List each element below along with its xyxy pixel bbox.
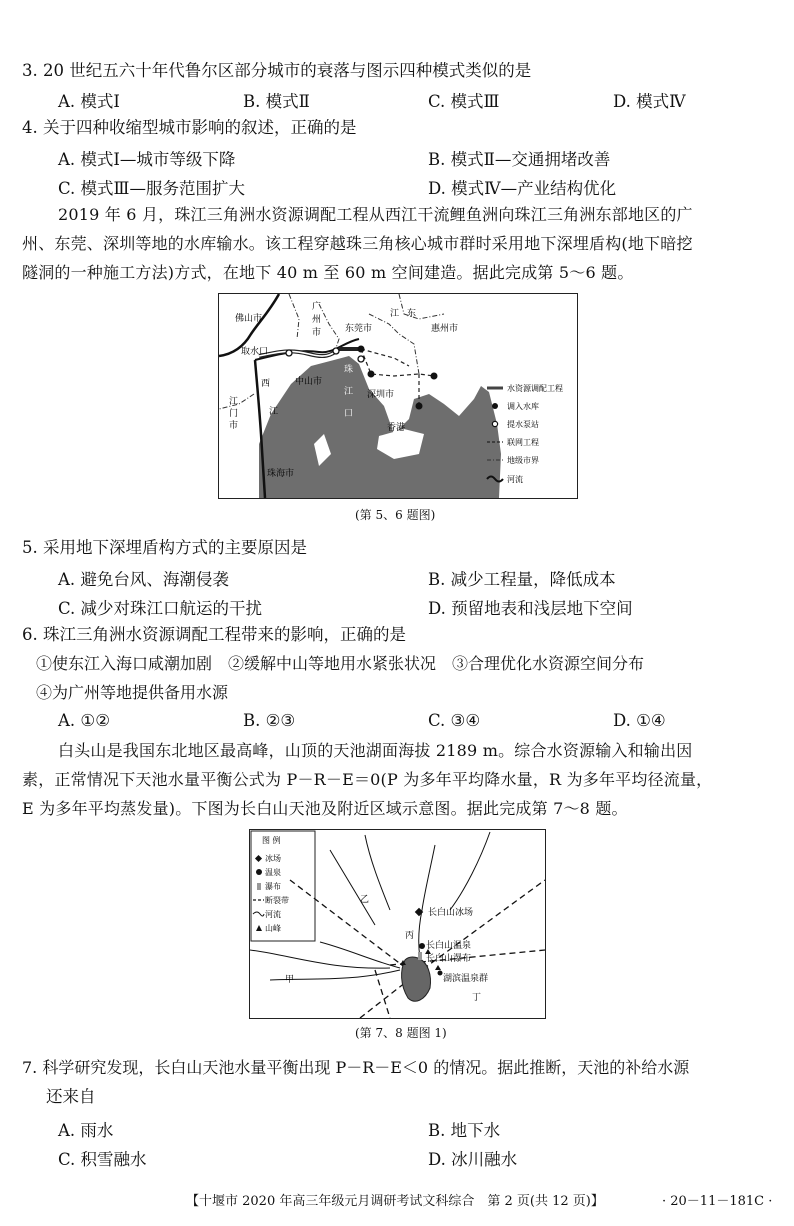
label-jia: 甲 (285, 975, 295, 985)
q7-option-c[interactable]: C. 积雪融水 (58, 1150, 147, 1169)
pearl-river-map (218, 293, 578, 499)
q4-option-b[interactable]: B. 模式Ⅱ—交通拥堵改善 (428, 150, 611, 169)
label-yi: 乙 (360, 895, 370, 905)
label-lakeside-hotsprings: 湖滨温泉群 (443, 974, 489, 984)
label-icefield: 长白山冰场 (428, 908, 474, 918)
label-zhongshan: 中山市 (295, 377, 323, 387)
legend-boundary-label: 地级市界 (507, 456, 539, 465)
changbaishan-map-svg (250, 830, 545, 1018)
legend-hotspring-label: 温泉 (265, 868, 281, 877)
q5-stem: 5. 采用地下深埋盾构方式的主要原因是 (22, 538, 307, 557)
reservoir-3 (431, 373, 438, 380)
q7-stem-1: 7. 科学研究发现，长白山天池水量平衡出现 P－R－E＜0 的情况。据此推断，天池的补给水源 (22, 1058, 690, 1077)
reservoir-4 (416, 403, 423, 410)
pump-station-1 (286, 350, 292, 356)
legend-pump-symbol (492, 421, 497, 426)
legend-reservoir-symbol (492, 403, 498, 409)
lakeside-hotspring-marker (438, 971, 443, 976)
q6-option-d[interactable]: D. ①④ (613, 711, 666, 730)
label-jiangmen-2: 门 (229, 409, 239, 419)
q5-option-c[interactable]: C. 减少对珠江口航运的干扰 (58, 599, 263, 618)
q7-stem-2: 还来自 (46, 1087, 96, 1106)
label-foshan: 佛山市 (235, 314, 263, 324)
q6-option-c[interactable]: C. ③④ (428, 711, 481, 730)
pump-station-3 (358, 356, 364, 362)
label-waterfall: 长白山瀑布 (426, 954, 472, 964)
reservoir-2 (368, 371, 375, 378)
q7-option-a[interactable]: A. 雨水 (58, 1121, 114, 1140)
label-zhujiangkou-2: 江 (344, 387, 354, 397)
q6-items-2: ④为广州等地提供备用水源 (36, 683, 229, 702)
footer-exam-info: 【十堰市 2020 年高三年级元月调研考试文科综合 第 2 页(共 12 页)】 (186, 1194, 604, 1209)
label-jiang: 江 (390, 309, 400, 319)
q4-option-c[interactable]: C. 模式Ⅲ—服务范围扩大 (58, 179, 245, 198)
legend-fault-label: 断裂带 (265, 896, 289, 905)
label-zhujiangkou-1: 珠 (344, 365, 354, 375)
label-guangzhou-3: 市 (312, 328, 322, 338)
passage1-line-3: 隧洞的一种施工方法)方式，在地下 40 m 至 60 m 空间建造。据此完成第 5～6 题。 (22, 263, 634, 282)
legend-reservoir-label: 调入水库 (507, 402, 539, 411)
q7-option-b[interactable]: B. 地下水 (428, 1121, 501, 1140)
label-xianggang: 香港 (387, 423, 406, 433)
q3-stem: 3. 20 世纪五六十年代鲁尔区部分城市的衰落与图示四种模式类似的是 (22, 61, 532, 80)
footer-code: · 20－11－181C · (662, 1194, 773, 1209)
map2-caption: (第 7、8 题图 1) (355, 1026, 447, 1040)
q7-option-d[interactable]: D. 冰川融水 (428, 1150, 518, 1169)
label-bing: 丙 (405, 931, 415, 941)
q5-option-d[interactable]: D. 预留地表和浅层地下空间 (428, 599, 633, 618)
label-huizhou: 惠州市 (431, 324, 459, 334)
q6-option-b[interactable]: B. ②③ (243, 711, 296, 730)
passage1-line-1: 2019 年 6 月，珠江三角洲水资源调配工程从西江干流鲤鱼洲向珠江三角洲东部地区的广 (58, 205, 693, 224)
legend-title: 图 例 (262, 836, 281, 845)
passage2-line-2: 素，正常情况下天池水量平衡公式为 P－R－E＝0(P 为多年平均降水量，R 为多年平均径流量， (22, 770, 713, 789)
label-shenzhen: 深圳市 (367, 390, 395, 400)
label-guangzhou-2: 州 (312, 315, 322, 325)
q6-stem: 6. 珠江三角洲水资源调配工程带来的影响，正确的是 (22, 625, 406, 644)
q6-items-1: ①使东江入海口咸潮加剧 ②缓解中山等地用水紧张状况 ③合理优化水资源空间分布 (36, 654, 645, 673)
legend-river-label-2: 河流 (265, 910, 281, 919)
legend-river-label: 河流 (507, 475, 523, 484)
label-ding: 丁 (472, 993, 482, 1003)
hotspring-marker (419, 943, 425, 949)
label-zhujiangkou-3: 口 (344, 409, 354, 419)
q4-option-d[interactable]: D. 模式Ⅳ—产业结构优化 (428, 179, 617, 198)
q5-option-a[interactable]: A. 避免台风、海潮侵袭 (58, 570, 229, 589)
label-hotspring: 长白山温泉 (426, 941, 472, 951)
label-qushuikou: 取水口 (241, 347, 269, 357)
legend-peak-label: 山峰 (265, 924, 281, 933)
legend-network-label: 联网工程 (507, 438, 539, 447)
reservoir-1 (358, 346, 365, 353)
legend-hotspring-icon (256, 869, 262, 875)
passage1-line-2: 州、东莞、深圳等地的水库输水。该工程穿越珠三角核心城市群时采用地下深埋盾构(地下暗挖 (22, 234, 693, 253)
passage2-line-1: 白头山是我国东北地区最高峰，山顶的天池湖面海拔 2189 m。综合水资源输入和输出因 (58, 741, 693, 760)
q5-option-b[interactable]: B. 减少工程量，降低成本 (428, 570, 616, 589)
q3-option-b[interactable]: B. 模式Ⅱ (243, 92, 310, 111)
pump-station-2 (333, 348, 339, 354)
legend-icefield-label: 冰场 (265, 854, 281, 863)
label-dong: 东 (407, 309, 417, 319)
label-jiangmen-3: 市 (229, 421, 239, 431)
legend-waterfall-icon (257, 883, 261, 890)
q4-stem: 4. 关于四种收缩型城市影响的叙述，正确的是 (22, 118, 357, 137)
label-xi: 西 (261, 379, 271, 389)
q4-option-a[interactable]: A. 模式Ⅰ—城市等级下降 (58, 150, 236, 169)
label-guangzhou-1: 广 (312, 302, 322, 312)
map1-caption: (第 5、6 题图) (355, 508, 436, 522)
changbaishan-map (249, 829, 546, 1019)
legend-pump-label: 提水泵站 (507, 420, 539, 429)
q3-option-c[interactable]: C. 模式Ⅲ (428, 92, 500, 111)
peak-3 (435, 965, 441, 970)
q3-option-a[interactable]: A. 模式Ⅰ (58, 92, 120, 111)
waterfall-marker (418, 952, 422, 960)
q3-option-d[interactable]: D. 模式Ⅳ (613, 92, 686, 111)
label-dongguan: 东莞市 (345, 324, 373, 334)
legend-waterfall-label: 瀑布 (265, 882, 281, 891)
label-zhuhai: 珠海市 (267, 469, 295, 479)
legend-project-label: 水资源调配工程 (507, 384, 563, 393)
label-jiang2: 江 (269, 407, 279, 417)
q6-option-a[interactable]: A. ①② (58, 711, 110, 730)
passage2-line-3: E 为多年平均蒸发量)。下图为长白山天池及附近区域示意图。据此完成第 7～8 题。 (22, 799, 628, 818)
pearl-river-map-svg (219, 294, 577, 498)
label-jiangmen-1: 江 (229, 397, 239, 407)
